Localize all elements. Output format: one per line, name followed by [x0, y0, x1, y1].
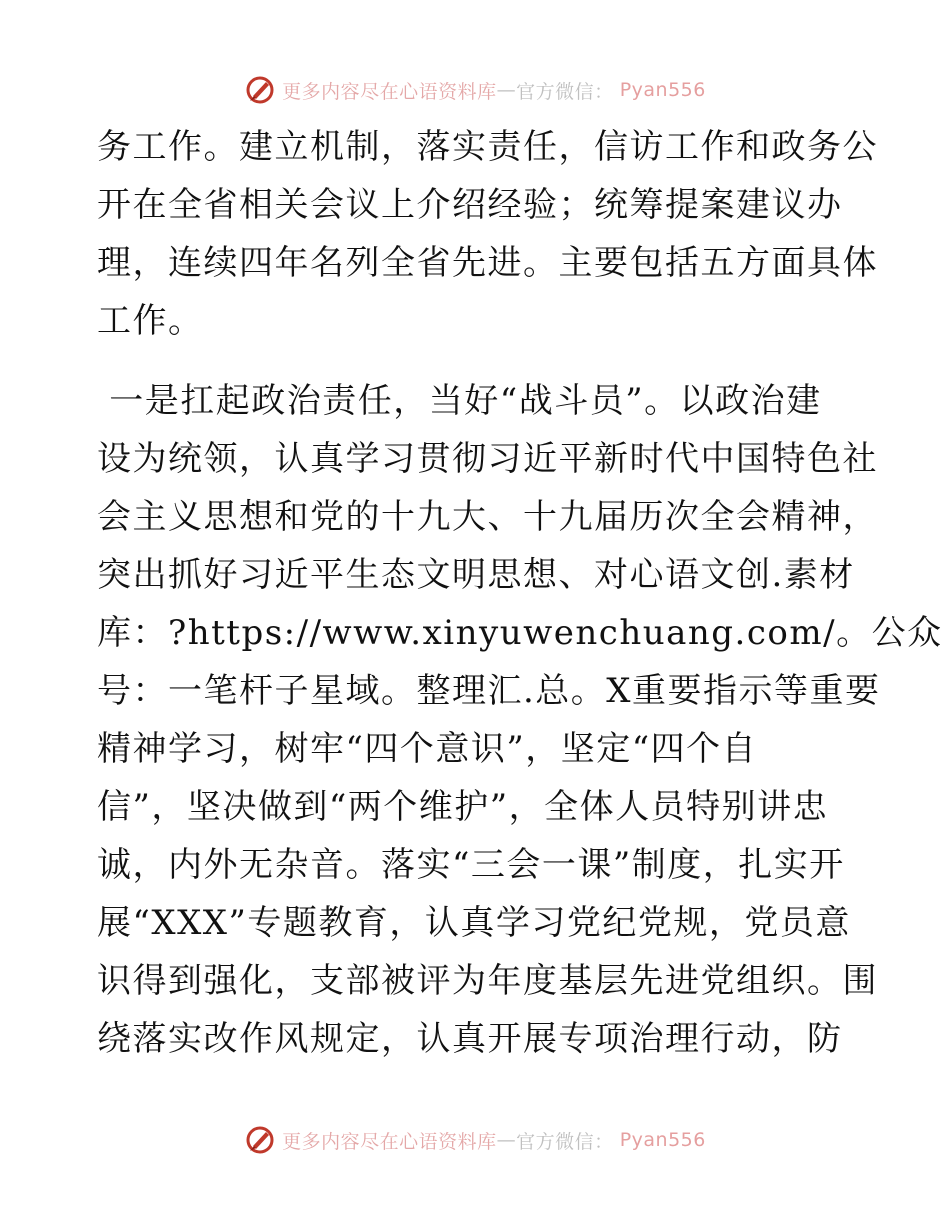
- text-line: 务工作。建立机制，落实责任，信访工作和政务公: [97, 127, 878, 167]
- wechat-id: Pyan556: [619, 79, 706, 101]
- text-line: 精神学习，树牢“四个意识”，坚定“四个自: [97, 729, 758, 769]
- document-body: [97, 118, 943, 1068]
- text-line: 突出抓好习近平生态文明思想、对心语文创.素材: [97, 555, 855, 595]
- header-banner: [0, 70, 950, 110]
- brush-stroke-logo-icon: [244, 74, 276, 106]
- banner-dash: —: [496, 1129, 517, 1151]
- wechat-label: 官方微信：: [516, 1130, 614, 1153]
- text-line: 设为统领，认真学习贯彻习近平新时代中国特色社: [97, 439, 878, 479]
- wechat-label: 官方微信：: [516, 80, 614, 103]
- text-line: 识得到强化，支部被评为年度基层先进党组织。围: [97, 961, 878, 1001]
- wechat-id: Pyan556: [619, 1129, 706, 1151]
- banner-dash: —: [496, 79, 517, 101]
- paragraph: [97, 118, 878, 350]
- text-line: 展“XXX”专题教育，认真学习党纪党规，党员意: [97, 903, 851, 943]
- text-line: 库：?https://www.xinyuwenchuang.com/。公众: [97, 613, 943, 653]
- text-line: 理，连续四年名列全省先进。主要包括五方面具体: [97, 243, 878, 283]
- text-line: 会主义思想和党的十九大、十九届历次全会精神，: [97, 497, 878, 537]
- text-line: 号：一笔杆子星域。整理汇.总。X重要指示等重要: [97, 671, 881, 711]
- paragraph-gap: [97, 350, 857, 372]
- library-text: 更多内容尽在心语资料库: [282, 80, 497, 103]
- paragraph: [97, 372, 943, 1068]
- library-text: 更多内容尽在心语资料库: [282, 1130, 497, 1153]
- text-line: 绕落实改作风规定，认真开展专项治理行动，防: [97, 1019, 843, 1059]
- brush-stroke-logo-icon: [244, 1124, 276, 1156]
- text-line: 信”，坚决做到“两个维护”，全体人员特别讲忠: [97, 787, 829, 827]
- text-line: 一是扛起政治责任，当好“战斗员”。以政治建: [97, 381, 822, 421]
- text-line: 诚，内外无杂音。落实“三会一课”制度，扎实开: [97, 845, 845, 885]
- text-line: 开在全省相关会议上介绍经验；统筹提案建议办: [97, 185, 843, 225]
- footer-banner: [0, 1120, 950, 1160]
- text-line: 工作。: [97, 301, 204, 341]
